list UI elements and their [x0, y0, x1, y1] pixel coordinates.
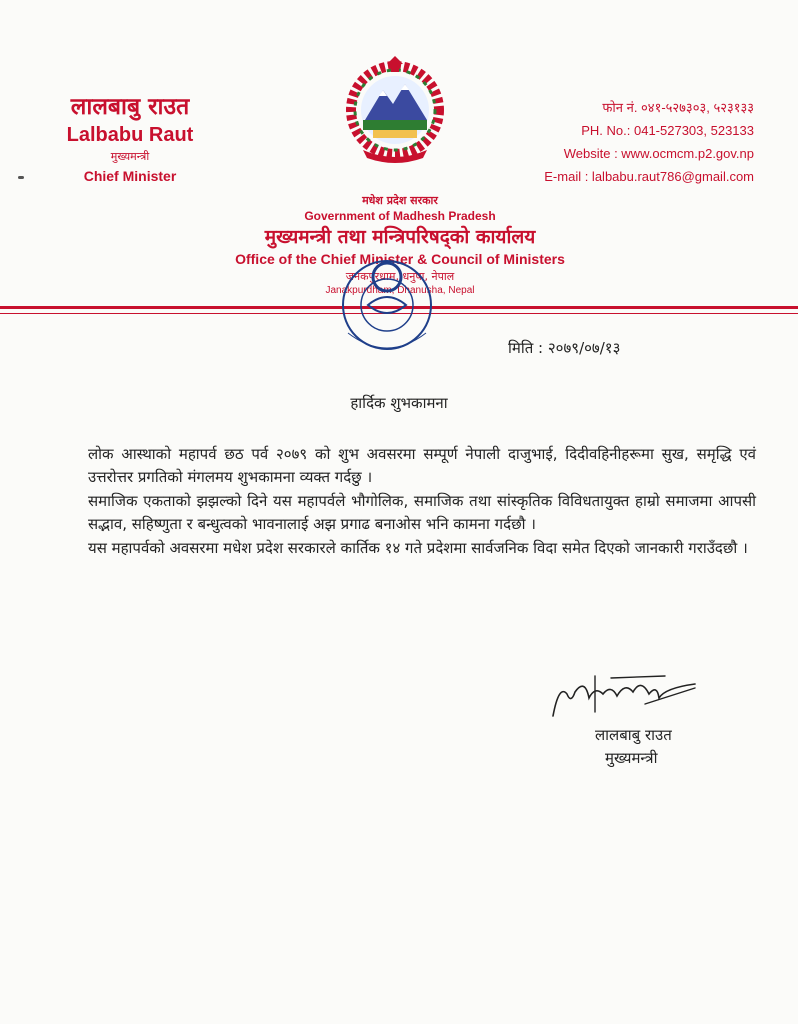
minister-title-english: Chief Minister: [83, 168, 177, 184]
address-english: Janakpurdham, Dhanusha, Nepal: [325, 285, 475, 296]
office-name-nepali: मुख्यमन्त्री तथा मन्त्रिपरिषद्को कार्यालय: [264, 226, 536, 248]
office-name-english: Office of the Chief Minister & Council of Ministers: [235, 251, 565, 267]
email-text: E-mail : lalbabu.raut786@gmail.com: [544, 169, 754, 184]
letter-subject: हार्दिक शुभकामना: [350, 394, 448, 412]
minister-name-english: Lalbabu Raut: [66, 124, 194, 146]
signatory-title: मुख्यमन्त्री: [605, 749, 658, 767]
body-paragraph: यस महापर्वको अवसरमा मधेश प्रदेश सरकारले कार्तिक १४ गते प्रदेशमा सार्वजनिक विदा समेत दिएको जानकारी गराउँदछौ ।: [88, 538, 748, 557]
body-paragraph: समाजिक एकताको झझल्को दिने यस महापर्वले भौगोलिक, समाजिक तथा सांस्कृतिक विविधतायुक्त हाम्रो समाजमा आपसी सद्भाव, सहिष्णुता र बन्धुत्वको भावनालाई अझ प्रगाढ बनाओस भनि कामना गर्दछौ ।: [88, 491, 756, 534]
address-nepali: जनकपुरधाम, धनुषा, नेपाल: [345, 270, 455, 283]
letter-body: [88, 443, 756, 560]
signatory-name: लालबाबु राउत: [595, 726, 672, 744]
nepal-emblem-icon: [343, 54, 447, 166]
phone-nepali: फोन नं. ०४१-५२७३०३, ५२३१३३: [602, 100, 754, 115]
government-name-english: Government of Madhesh Pradesh: [304, 209, 496, 223]
contact-block: [544, 96, 754, 188]
minister-title-nepali: मुख्यमन्त्री: [110, 150, 150, 163]
minister-name-block: [0, 92, 260, 186]
letter-date: मिति : २०७९/०७/१३: [508, 339, 621, 357]
website-text: Website : www.ocmcm.p2.gov.np: [563, 146, 754, 161]
handwritten-signature: [545, 664, 705, 724]
phone-english: PH. No.: 041-527303, 523133: [581, 123, 754, 138]
minister-name-nepali: लालबाबु राउत: [70, 94, 190, 120]
government-name-nepali: मधेश प्रदेश सरकार: [362, 194, 438, 207]
office-stamp-icon: [328, 255, 446, 367]
body-paragraph: लोक आस्थाको महापर्व छठ पर्व २०७९ को शुभ अवसरमा सम्पूर्ण नेपाली दाजुभाई, दिदीवहिनीहरूमा सुख, समृद्धि एवं उत्तरोत्तर प्रगतिको मंगलमय शुभकामना व्यक्त गर्दछु ।: [88, 445, 756, 487]
